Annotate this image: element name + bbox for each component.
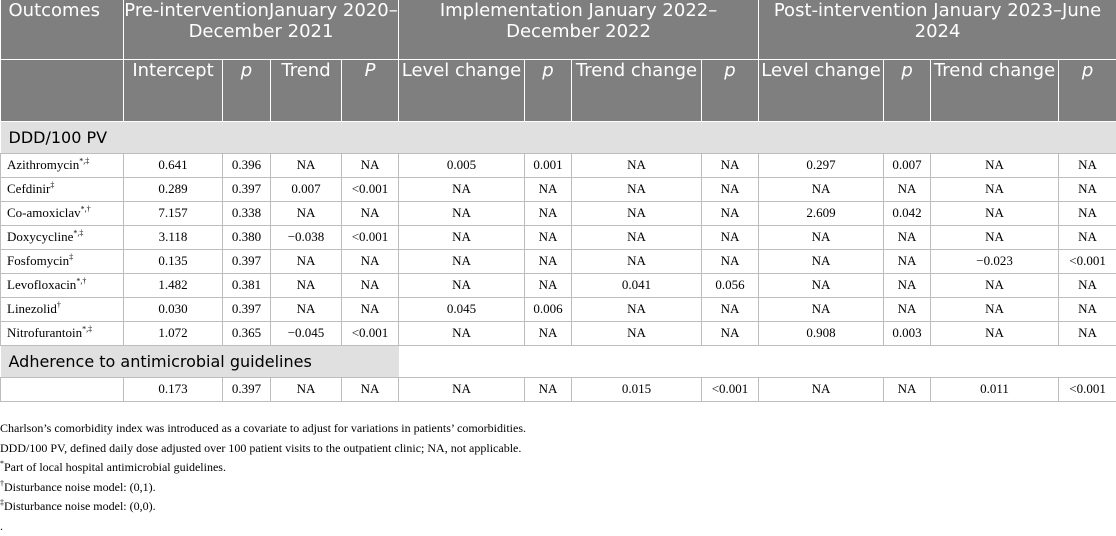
table-cell: 2.609 [759, 201, 884, 225]
subheader-p: p [702, 59, 759, 121]
table-cell: NA [759, 297, 884, 321]
table-cell: 0.397 [223, 249, 271, 273]
footnote-symbol: † [0, 479, 4, 488]
footnote-marker: *,† [81, 205, 91, 214]
subheader-trend: Trend [271, 59, 342, 121]
subheader-level-change: Level change [759, 59, 884, 121]
footnote-marker: *,‡ [73, 229, 83, 238]
table-cell: NA [271, 249, 342, 273]
table-cell: 0.056 [702, 273, 759, 297]
subheader-p: p [223, 59, 271, 121]
table-cell: NA [702, 225, 759, 249]
table-cell: NA [759, 377, 884, 401]
section-blank [399, 345, 1116, 377]
table-cell: 0.045 [399, 297, 525, 321]
footnote-text: Disturbance noise model: (0,0). [4, 499, 156, 513]
table-cell: NA [1059, 297, 1116, 321]
table-cell: NA [271, 273, 342, 297]
table-cell: NA [342, 153, 399, 177]
table-cell: NA [759, 225, 884, 249]
footnote-text: Charlson’s comorbidity index was introduced as a covariate to adjust for variations in patients’ comorbidities. [0, 421, 526, 435]
table-cell: 0.042 [884, 201, 931, 225]
table-cell: NA [702, 321, 759, 345]
row-label [1, 225, 124, 249]
table-row [1, 377, 1116, 401]
table-cell: NA [884, 225, 931, 249]
footnote-marker: *,‡ [79, 157, 89, 166]
footnote-line [0, 458, 526, 478]
table-cell: 0.041 [572, 273, 702, 297]
drug-name: Linezolid [7, 301, 57, 316]
row-label [1, 377, 124, 401]
table-cell: <0.001 [342, 225, 399, 249]
table-row [1, 153, 1116, 177]
subheader-trend-change: Trend change [572, 59, 702, 121]
header-pre-intervention: Pre-interventionJanuary 2020–December 2021 [124, 0, 399, 59]
subheader-trend-change: Trend change [931, 59, 1059, 121]
footnote-line [0, 497, 526, 517]
table-cell: NA [702, 249, 759, 273]
table-cell: NA [342, 377, 399, 401]
table-cell: 3.118 [124, 225, 223, 249]
table-cell: NA [399, 201, 525, 225]
footnote-line [0, 478, 526, 498]
table-cell: 1.072 [124, 321, 223, 345]
table-cell: NA [702, 177, 759, 201]
table-cell: NA [884, 273, 931, 297]
table-cell: 0.396 [223, 153, 271, 177]
table-cell: NA [572, 177, 702, 201]
table-cell: −0.023 [931, 249, 1059, 273]
section-row-adherence [1, 345, 1116, 377]
table-cell: 0.381 [223, 273, 271, 297]
table-cell: 0.289 [124, 177, 223, 201]
footnote-marker: † [57, 301, 61, 310]
section-title-ddd: DDD/100 PV [1, 121, 1116, 153]
table-cell: NA [931, 297, 1059, 321]
table-row [1, 321, 1116, 345]
table-cell: 0.006 [525, 297, 572, 321]
footnote-marker: ‡ [50, 181, 54, 190]
header-post-intervention: Post-intervention January 2023–June 2024 [759, 0, 1116, 59]
drug-name: Doxycycline [7, 229, 73, 244]
table-cell: NA [759, 249, 884, 273]
header-row-sub [1, 59, 1116, 121]
table-cell: 0.397 [223, 297, 271, 321]
ddd-rows [1, 153, 1116, 345]
table-cell: NA [399, 273, 525, 297]
table-cell: 0.397 [223, 377, 271, 401]
table-cell: NA [525, 177, 572, 201]
table-cell: 7.157 [124, 201, 223, 225]
table-cell: <0.001 [702, 377, 759, 401]
table-footnotes [0, 419, 526, 536]
row-label [1, 153, 124, 177]
table-cell: NA [931, 153, 1059, 177]
table-cell: NA [884, 377, 931, 401]
table-cell: <0.001 [1059, 249, 1116, 273]
table-row [1, 225, 1116, 249]
row-label [1, 201, 124, 225]
drug-name: Nitrofurantoin [7, 325, 82, 340]
footnote-text: DDD/100 PV, defined daily dose adjusted over 100 patient visits to the outpatient clinic; NA, not applicable. [0, 441, 521, 455]
table-cell: NA [342, 201, 399, 225]
table-cell: 0.003 [884, 321, 931, 345]
table-cell: NA [572, 321, 702, 345]
table-cell: NA [759, 273, 884, 297]
table-cell: 0.007 [884, 153, 931, 177]
footnote-line [0, 419, 526, 439]
table-cell: 0.908 [759, 321, 884, 345]
table-cell: 0.297 [759, 153, 884, 177]
table-cell: NA [399, 249, 525, 273]
table-cell: NA [525, 225, 572, 249]
table-cell: 0.641 [124, 153, 223, 177]
table-cell: 0.005 [399, 153, 525, 177]
footnote-symbol: * [0, 459, 4, 468]
table-cell: NA [271, 377, 342, 401]
footnote-marker: ‡ [69, 253, 73, 262]
table-cell: 0.365 [223, 321, 271, 345]
table-cell: NA [1059, 273, 1116, 297]
table-cell: NA [399, 225, 525, 249]
footnote-symbol: ‡ [0, 498, 4, 507]
subheader-p: P [342, 59, 399, 121]
table-row [1, 249, 1116, 273]
table-row [1, 273, 1116, 297]
drug-name: Levofloxacin [7, 277, 76, 292]
table-cell: NA [525, 249, 572, 273]
subheader-p: p [884, 59, 931, 121]
table-cell: −0.038 [271, 225, 342, 249]
table-cell: 0.011 [931, 377, 1059, 401]
header-blank [1, 59, 124, 121]
table-cell: NA [572, 201, 702, 225]
table-cell: NA [399, 377, 525, 401]
table-cell: NA [271, 201, 342, 225]
table-cell: NA [342, 297, 399, 321]
table-cell: NA [271, 153, 342, 177]
table-cell: −0.045 [271, 321, 342, 345]
table-cell: NA [525, 273, 572, 297]
table-cell: <0.001 [1059, 377, 1116, 401]
table-cell: NA [702, 297, 759, 321]
table-cell: 1.482 [124, 273, 223, 297]
row-label [1, 249, 124, 273]
table-cell: NA [525, 377, 572, 401]
table-cell: NA [931, 273, 1059, 297]
table-cell: 0.380 [223, 225, 271, 249]
table-cell: 0.007 [271, 177, 342, 201]
drug-name: Azithromycin [7, 157, 79, 172]
table-cell: 0.015 [572, 377, 702, 401]
table-cell: 0.001 [525, 153, 572, 177]
table-cell: NA [399, 321, 525, 345]
subheader-intercept: Intercept [124, 59, 223, 121]
table-cell: <0.001 [342, 321, 399, 345]
footnote-line [0, 517, 526, 536]
row-label [1, 177, 124, 201]
table-cell: NA [1059, 201, 1116, 225]
row-label [1, 321, 124, 345]
row-label [1, 273, 124, 297]
footnote-line [0, 439, 526, 459]
header-outcomes: Outcomes [1, 0, 124, 59]
table-cell: NA [931, 321, 1059, 345]
table-cell: NA [1059, 321, 1116, 345]
table-cell: 0.135 [124, 249, 223, 273]
section-title-adherence: Adherence to antimicrobial guidelines [1, 345, 399, 377]
drug-name: Fosfomycin [7, 253, 69, 268]
table-cell: NA [702, 201, 759, 225]
table-cell: <0.001 [342, 177, 399, 201]
table-cell: NA [931, 177, 1059, 201]
header-row-top [1, 0, 1116, 59]
table-cell: NA [572, 153, 702, 177]
table-cell: NA [1059, 153, 1116, 177]
header-implementation: Implementation January 2022–December 2022 [399, 0, 759, 59]
table-cell: NA [572, 225, 702, 249]
footnote-marker: *,‡ [82, 325, 92, 334]
table-cell: NA [572, 249, 702, 273]
table-row [1, 297, 1116, 321]
table-cell: NA [1059, 177, 1116, 201]
table-cell: NA [931, 201, 1059, 225]
drug-name: Co-amoxiclav [7, 205, 81, 220]
table-cell: NA [342, 273, 399, 297]
footnote-marker: *,† [76, 277, 86, 286]
table-cell: NA [759, 177, 884, 201]
table-row [1, 201, 1116, 225]
table-cell: NA [931, 225, 1059, 249]
subheader-level-change: Level change [399, 59, 525, 121]
footnote-text: Part of local hospital antimicrobial guidelines. [4, 460, 226, 474]
table-cell: NA [572, 297, 702, 321]
table-cell: 0.173 [124, 377, 223, 401]
row-label [1, 297, 124, 321]
table-cell: NA [884, 249, 931, 273]
subheader-p: p [1059, 59, 1116, 121]
table-cell: NA [525, 201, 572, 225]
table-cell: 0.030 [124, 297, 223, 321]
table-cell: NA [271, 297, 342, 321]
table-cell: NA [342, 249, 399, 273]
table-cell: 0.338 [223, 201, 271, 225]
subheader-p: p [525, 59, 572, 121]
table-row [1, 177, 1116, 201]
table-cell: NA [1059, 225, 1116, 249]
table-cell: NA [399, 177, 525, 201]
drug-name: Cefdinir [7, 181, 50, 196]
table-cell: 0.397 [223, 177, 271, 201]
table-cell: NA [884, 177, 931, 201]
footnote-text: . [0, 519, 3, 533]
table-cell: NA [525, 321, 572, 345]
table-cell: NA [702, 153, 759, 177]
section-row-ddd [1, 121, 1116, 153]
table-cell: NA [884, 297, 931, 321]
adherence-rows [1, 377, 1116, 401]
footnote-text: Disturbance noise model: (0,1). [4, 480, 156, 494]
